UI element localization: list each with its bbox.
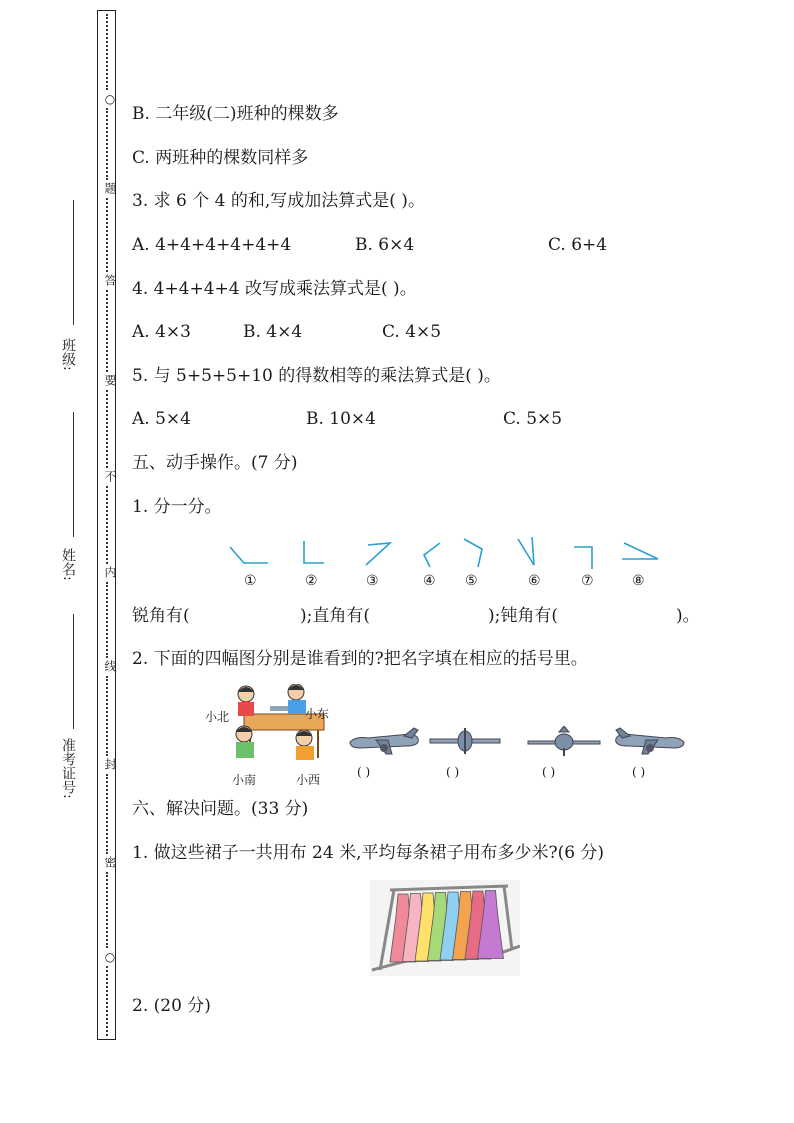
airplane-view-4 (612, 726, 688, 756)
bracket-view-3[interactable]: ( ) (542, 765, 556, 779)
angle-4 (424, 543, 440, 567)
section-6-title: 六、解决问题。(33 分) (132, 799, 309, 819)
angle-1 (230, 547, 268, 563)
angle-number-5: ⑤ (465, 573, 478, 589)
airplane-view-1 (346, 726, 422, 756)
bracket-view-4[interactable]: ( ) (632, 765, 646, 779)
angles-figure (220, 535, 670, 573)
binding-char: ○ (103, 92, 117, 107)
binding-dots (106, 14, 108, 90)
binding-char: 内 (103, 566, 117, 579)
bracket-view-2[interactable]: ( ) (446, 765, 460, 779)
q3-option-a: A. 4+4+4+4+4+4 (132, 235, 292, 255)
angle-number-4: ④ (423, 573, 436, 589)
angle-6 (518, 537, 534, 565)
name-blank[interactable] (73, 412, 74, 537)
answer-end: )。 (676, 606, 700, 626)
q3-option-c: C. 6+4 (548, 235, 608, 255)
q5-option-c: C. 5×5 (503, 409, 563, 429)
name-xiaobei: 小北 (205, 710, 230, 724)
binding-char: 题 (103, 182, 117, 195)
class-label: 班级: (60, 338, 76, 371)
binding-dots (106, 582, 108, 658)
q5-option-a: A. 5×4 (132, 409, 191, 429)
angle-3 (366, 543, 390, 565)
q3-option-b: B. 6×4 (355, 235, 415, 255)
name-xiaonan: 小南 (232, 773, 257, 787)
question-4: 4. 4+4+4+4 改写成乘法算式是( )。 (132, 279, 417, 299)
binding-dots (106, 290, 108, 372)
binding-dots (106, 486, 108, 564)
binding-dots (106, 108, 108, 180)
binding-dots (106, 774, 108, 854)
angle-number-8: ⑧ (632, 573, 645, 589)
airplane-view-2 (428, 726, 502, 756)
q4-option-b: B. 4×4 (243, 322, 303, 342)
angle-2 (304, 541, 324, 563)
binding-char: 不 (103, 470, 117, 483)
angle-8 (622, 543, 658, 559)
exam-id-blank[interactable] (73, 614, 74, 729)
answer-obtuse-label: );钝角有( (488, 606, 558, 626)
dress-rack-illustration (370, 880, 520, 976)
binding-char: ○ (103, 950, 117, 965)
angle-number-2: ② (305, 573, 318, 589)
angle-number-7: ⑦ (581, 573, 594, 589)
angle-7 (574, 547, 592, 569)
question-5: 5. 与 5+5+5+10 的得数相等的乘法算式是( )。 (132, 366, 501, 386)
kids-table-illustration (226, 684, 338, 772)
name-xiaoxi: 小西 (296, 773, 321, 787)
answer-acute-label: 锐角有( (132, 606, 190, 626)
binding-dots (106, 676, 108, 756)
angle-5 (464, 539, 482, 567)
binding-char: 密 (103, 856, 117, 869)
section-6-question-2: 2. (20 分) (132, 996, 211, 1016)
angle-number-1: ① (244, 573, 257, 589)
name-label: 姓名: (60, 548, 76, 581)
section-5-question-1: 1. 分一分。 (132, 497, 222, 517)
option-b: B. 二年级(二)班种的棵数多 (132, 104, 339, 124)
angle-number-3: ③ (366, 573, 379, 589)
airplane-view-3 (526, 726, 602, 756)
binding-char: 线 (103, 660, 117, 673)
binding-dots (106, 390, 108, 468)
binding-dots (106, 198, 108, 272)
binding-dots (106, 872, 108, 948)
q5-option-b: B. 10×4 (306, 409, 376, 429)
q4-option-c: C. 4×5 (382, 322, 442, 342)
option-c: C. 两班种的棵数同样多 (132, 148, 309, 168)
section-5-question-2: 2. 下面的四幅图分别是谁看到的?把名字填在相应的括号里。 (132, 649, 588, 669)
section-5-title: 五、动手操作。(7 分) (132, 453, 298, 473)
answer-right-label: );直角有( (300, 606, 370, 626)
bracket-view-1[interactable]: ( ) (357, 765, 371, 779)
binding-char: 答 (103, 274, 117, 287)
exam-id-label: 准考证号: (60, 738, 76, 799)
q4-option-a: A. 4×3 (132, 322, 191, 342)
angle-number-6: ⑥ (528, 573, 541, 589)
binding-char: 要 (103, 374, 117, 387)
binding-dots (106, 966, 108, 1036)
section-6-question-1: 1. 做这些裙子一共用布 24 米,平均每条裙子用布多少米?(6 分) (132, 843, 605, 863)
name-xiaodong: 小东 (305, 707, 330, 721)
class-blank[interactable] (73, 200, 74, 325)
question-3: 3. 求 6 个 4 的和,写成加法算式是( )。 (132, 191, 425, 211)
binding-char: 封 (103, 758, 117, 771)
